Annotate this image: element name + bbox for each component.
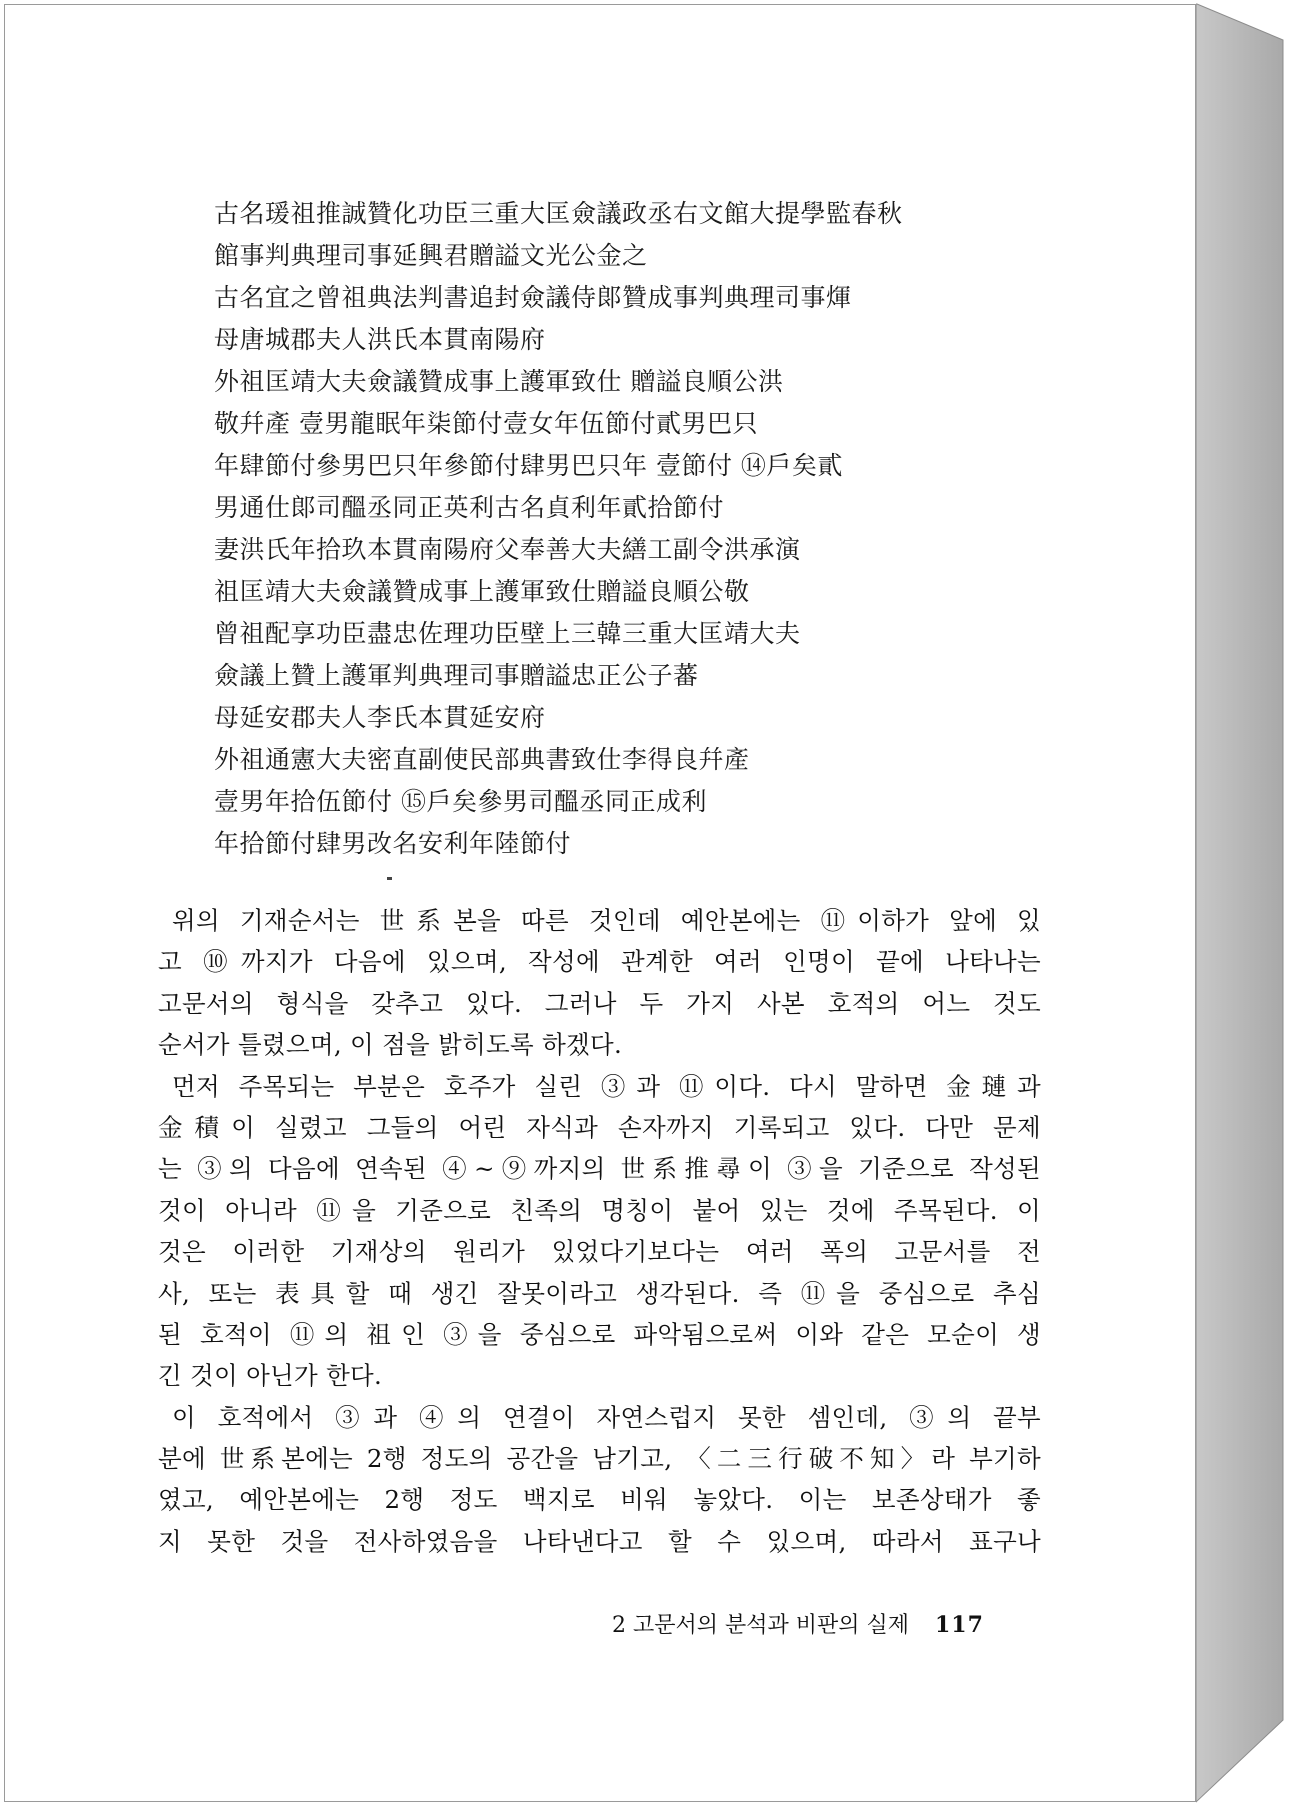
paragraph-line: 것이 아니라 ⑪을 기준으로 친족의 명칭이 붙어 있는 것에 주목된다. 이: [158, 1195, 1041, 1225]
paragraph-line: 였고, 예안본에는 2행 정도 백지로 비워 놓았다. 이는 보존상태가 좋: [158, 1485, 1041, 1515]
hanja-line: 年肆節付參男巴只年參節付肆男巴只年 壹節付 ⑭戶矣貳: [214, 451, 843, 480]
hanja-line: 古名宜之曾祖典法判書追封僉議侍郞贊成事判典理司事煇: [214, 283, 852, 312]
paragraph-line: 위의 기재순서는 世系본을 따른 것인데 예안본에는 ⑪이하가 앞에 있: [172, 906, 1041, 935]
paragraph-line: 된 호적이 ⑪의 祖인 ③을 중심으로 파악됨으로써 이와 같은 모순이 생: [158, 1319, 1041, 1349]
hanja-line: 館事判典理司事延興君贈謚文光公金之: [214, 241, 648, 270]
paragraph-line: 긴 것이 아닌가 한다.: [158, 1361, 383, 1391]
hanja-line: 年拾節付肆男改名安利年陸節付: [214, 829, 572, 858]
hanja-line: 母唐城郡夫人洪氏本貫南陽府: [214, 325, 546, 354]
paragraph-line: 분에 世系본에는 2행 정도의 공간을 남기고, 〈二三行破不知〉라 부기하: [158, 1444, 1041, 1474]
hanja-line: 母延安郡夫人李氏本貫延安府: [214, 703, 546, 732]
hanja-line: 古名瑗祖推誠贊化功臣三重大匡僉議政丞右文館大提學監春秋: [214, 199, 903, 228]
hanja-line: 敬幷產 壹男龍眠年柒節付壹女年伍節付貳男巴只: [214, 409, 758, 438]
hanja-line: 僉議上贊上護軍判典理司事贈謚忠正公子蕃: [214, 661, 699, 690]
body-text: [158, 900, 1041, 1562]
paragraph-line: 金積이 실렸고 그들의 어린 자식과 손자까지 기록되고 있다. 다만 문제: [158, 1112, 1041, 1142]
book-thickness-edge: [1196, 0, 1297, 1806]
paragraph-line: 지 못한 것을 전사하였음을 나타낸다고 할 수 있으며, 따라서 표구나: [158, 1526, 1041, 1556]
paragraph-line: 는 ③의 다음에 연속된 ④~⑨까지의 世系推尋이 ③을 기준으로 작성된: [158, 1154, 1041, 1184]
paragraph-line: 것은 이러한 기재상의 원리가 있었다기보다는 여러 폭의 고문서를 전: [158, 1237, 1041, 1267]
paragraph-line: 순서가 틀렸으며, 이 점을 밝히도록 하겠다.: [158, 1030, 623, 1060]
paragraph-line: 사, 또는 表具할 때 생긴 잘못이라고 생각된다. 즉 ⑪을 중심으로 추심: [158, 1278, 1041, 1308]
print-mark: [387, 877, 392, 880]
paragraph-line: 먼저 주목되는 부분은 호주가 실린 ③과 ⑪이다. 다시 말하면 金璉과: [172, 1071, 1041, 1101]
page-number: 117: [935, 1612, 984, 1638]
hanja-line: 男通仕郞司醞丞同正英利古名貞利年貳拾節付: [214, 493, 725, 522]
paragraph-line: 고 ⑩까지가 다음에 있으며, 작성에 관계한 여러 인명이 끝에 나타나는: [158, 947, 1041, 977]
hanja-line: 妻洪氏年拾玖本貫南陽府父奉善大夫繕工副令洪承演: [214, 535, 801, 564]
chapter-title: 2 고문서의 분석과 비판의 실제: [612, 1613, 909, 1638]
hanja-line: 曾祖配享功臣盡忠佐理功臣壁上三韓三重大匡靖大夫: [214, 619, 801, 648]
paragraph-line: 고문서의 형식을 갖추고 있다. 그러나 두 가지 사본 호적의 어느 것도: [158, 988, 1041, 1018]
paragraph-line: 이 호적에서 ③과 ④의 연결이 자연스럽지 못한 셈인데, ③의 끝부: [172, 1402, 1041, 1432]
hanja-line: 外祖匡靖大夫僉議贊成事上護軍致仕 贈謚良順公洪: [214, 367, 784, 396]
hanja-line: 外祖通憲大夫密直副使民部典書致仕李得良幷產: [214, 745, 750, 774]
running-footer: [612, 1610, 1012, 1641]
hanja-line: 祖匡靖大夫僉議贊成事上護軍致仕贈謚良順公敬: [214, 577, 750, 606]
hanja-line: 壹男年拾伍節付 ⑮戶矣參男司醞丞同正成利: [214, 787, 707, 816]
hanja-register-block: [214, 193, 974, 865]
